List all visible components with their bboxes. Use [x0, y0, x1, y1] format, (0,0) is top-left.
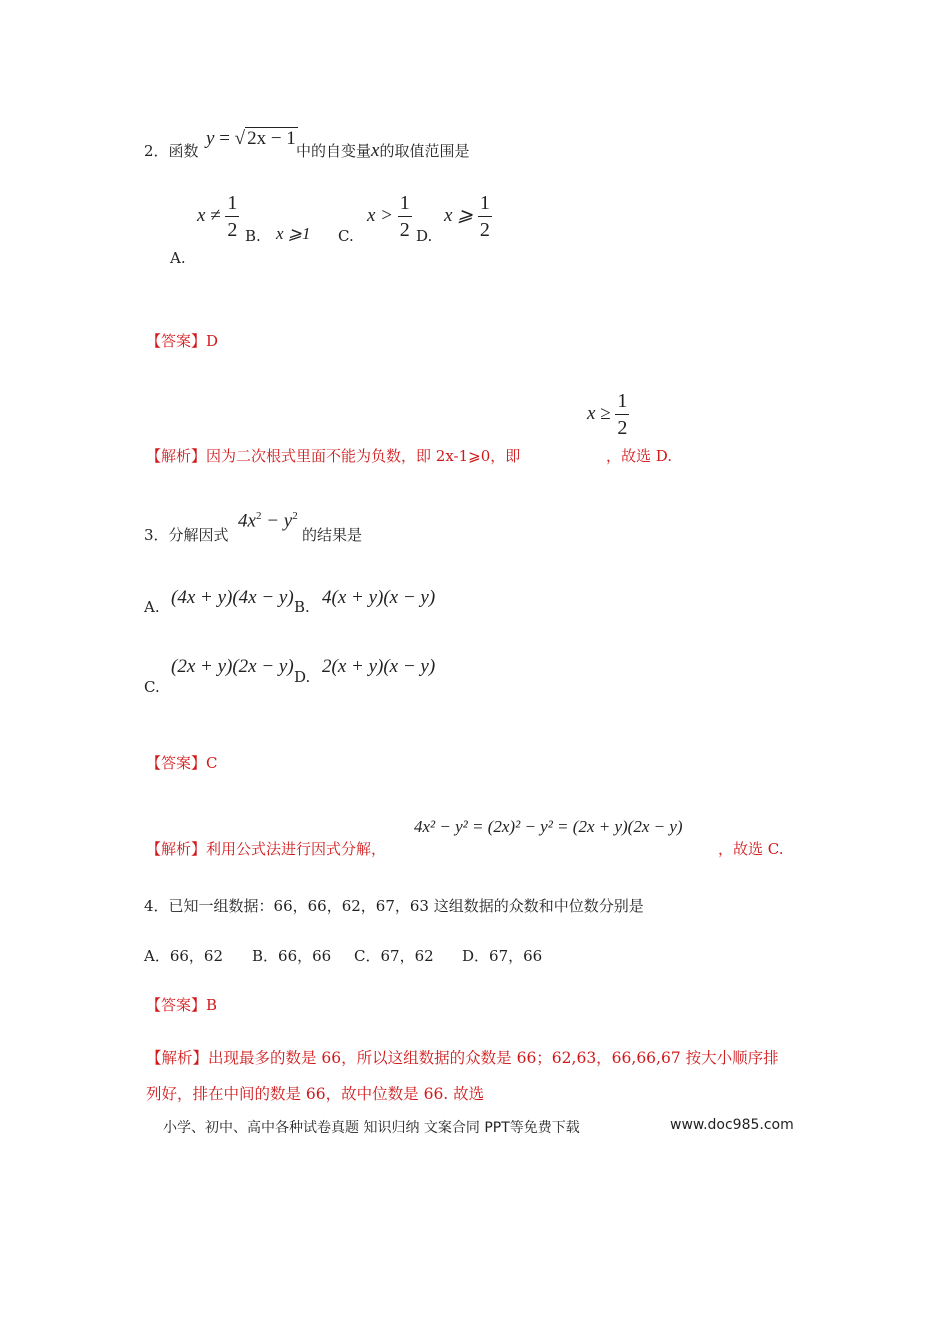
q3-opt-b-label: B.	[294, 598, 310, 616]
q3-suffix: 的结果是	[302, 526, 363, 544]
q2-var: x	[371, 140, 380, 161]
q3-opt-c-expr: (2x + y)(2x − y)	[171, 656, 294, 677]
q2-prefix: 函数	[168, 142, 199, 160]
q3-analysis-formula: 4x² − y² = (2x)² − y² = (2x + y)(2x − y)	[414, 817, 683, 836]
footer-text: 小学、初中、高中各种试卷真题 知识归纳 文案合同 PPT等免费下载	[163, 1120, 580, 1136]
fraction-half: $\frac{1}{2}$	[479, 192, 490, 241]
q3-opt-a-expr: (4x + y)(4x − y)	[171, 587, 294, 608]
q3-sq: 2	[292, 510, 298, 522]
q4-opt-b: B．66，66	[252, 947, 332, 965]
q4-opt-c: C．67，62	[354, 947, 434, 965]
q2-analysis-tail: ，故选 D.	[606, 447, 673, 465]
q3-analysis: 【解析】利用公式法进行因式分解，	[146, 840, 387, 858]
q3-answer: 【答案】C	[146, 754, 218, 772]
fraction-half: $\frac{1}{2}$	[227, 192, 238, 241]
q4-question: 4．已知一组数据：66，66，62，67，63 这组数据的众数和中位数分别是	[144, 897, 644, 915]
q4-opt-a: A．66，62	[144, 947, 224, 965]
q2-opt-a-label: A.	[170, 249, 186, 267]
q3-prefix: 分解因式	[168, 526, 229, 544]
fraction-half: $\frac{1}{2}$	[617, 390, 628, 439]
q2-suffix: 的取值范围是	[379, 142, 470, 160]
q3-sq: 2	[255, 510, 262, 522]
q3-number: 3．	[144, 526, 169, 544]
q3-expression	[238, 510, 298, 532]
q2-formula-y: y	[206, 128, 215, 149]
q2-analysis: 【解析】因为二次根式里面不能为负数，即 2x-1⩾0，即	[146, 447, 521, 465]
q3-analysis-tail: ，故选 C.	[718, 840, 784, 858]
q2-opt-d-expr: x ⩾	[444, 204, 474, 226]
footer-url[interactable]: www.doc985.com	[670, 1117, 794, 1133]
q3-opt-d-label: D.	[294, 668, 311, 686]
q2-opt-d-label: D.	[416, 227, 433, 245]
q2-stem-tail	[296, 140, 469, 162]
q4-opt-d: D．67，66	[462, 947, 543, 965]
q2-option-a	[197, 193, 239, 240]
q2-formula	[206, 128, 298, 150]
q2-opt-c-expr: x >	[367, 204, 394, 226]
sqrt-sign: √	[234, 128, 246, 149]
q2-mid: 中的自变量	[296, 142, 372, 160]
q2-option-d	[444, 193, 492, 240]
q2-opt-b-expr: x ⩾1	[276, 224, 311, 243]
q2-number: 2．	[144, 142, 169, 160]
q2-formula-eq: =	[219, 128, 230, 149]
q4-analysis-line1: 【解析】出现最多的数是 66，所以这组数据的众数是 66；62,63，66,66,67 按大小顺序排	[146, 1049, 779, 1067]
q2-formula-radicand: 2x − 1	[247, 128, 296, 149]
q3-opt-a-label: A.	[144, 598, 160, 616]
q3-stem	[144, 524, 229, 545]
q2-option-c	[367, 193, 412, 240]
q2-opt-b-label: B.	[245, 227, 261, 245]
q2-answer: 【答案】D	[146, 332, 219, 350]
q3-expr-b: − y	[261, 510, 293, 532]
q2-analysis-formula	[587, 391, 629, 438]
q3-expr-a: 4x	[238, 510, 256, 532]
q2-opt-a-expr: x ≠	[197, 204, 221, 226]
q2-stem	[144, 140, 199, 161]
q3-opt-c-label: C.	[144, 678, 160, 696]
q4-answer: 【答案】B	[146, 996, 218, 1014]
q3-opt-b-expr: 4(x + y)(x − y)	[322, 587, 436, 608]
q4-analysis-line2: 列好，排在中间的数是 66，故中位数是 66. 故选	[146, 1085, 485, 1103]
fraction-half: $\frac{1}{2}$	[399, 192, 410, 241]
q3-opt-d-expr: 2(x + y)(x − y)	[322, 656, 436, 677]
q2-opt-c-label: C.	[338, 227, 354, 245]
q2-analysis-formula-lhs: x ≥	[587, 402, 611, 424]
